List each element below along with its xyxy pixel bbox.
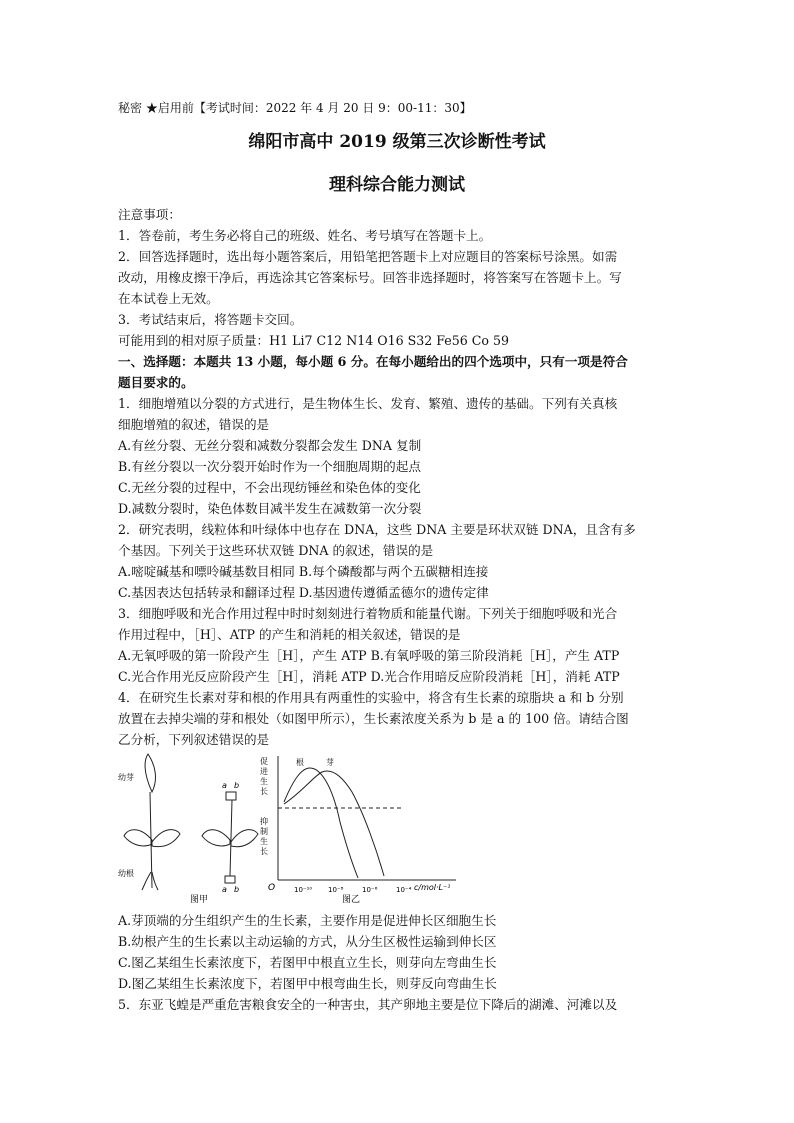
bud-label: 幼芽: [118, 773, 134, 782]
q3-stem: 3．细胞呼吸和光合作用过程中时时刻刻进行着物质和能量代谢。下列关于细胞呼吸和光合: [118, 606, 618, 621]
y-top-3: 生: [260, 777, 268, 786]
block-b-top: b: [234, 781, 240, 790]
x-tick-4: 10⁻⁴: [396, 886, 412, 894]
exam-header: 秘密 ★启用前【考试时间：2022 年 4 月 20 日 9：00-11：30】: [118, 101, 472, 115]
note-item: 改动，用橡皮擦干净后，再选涂其它答案标号。回答非选择题时，将答案写在答题卡上。写: [118, 270, 622, 285]
x-tick-3: 10⁻⁶: [362, 886, 378, 894]
q4-figure: [118, 752, 676, 908]
origin-label: O: [268, 883, 276, 893]
q4-option-c: C.图乙某组生长素浓度下，若图甲中根直立生长，则芽向左弯曲生长: [118, 955, 497, 970]
exam-body: [118, 204, 676, 1015]
figure-jia-label: 图甲: [190, 895, 209, 905]
figure-yi-label: 图乙: [342, 895, 361, 905]
note-item: 2．回答选择题时，选出每小题答案后，用铅笔把答题卡上对应题目的答案标号涂黑。如需: [118, 249, 618, 264]
block-a-bottom: a: [222, 885, 227, 894]
x-tick-2: 10⁻⁸: [328, 886, 344, 894]
atomic-masses: 可能用到的相对原子质量：H1 Li7 C12 N14 O16 S32 Fe56 Co 59: [118, 333, 510, 348]
q2-stem: 个基因。下列关于这些环状双链 DNA 的叙述，错误的是: [118, 543, 434, 558]
exam-subtitle: 理科综合能力测试: [329, 175, 465, 195]
bud-curve: [284, 771, 384, 876]
q4-option-a: A.芽顶端的分生组织产生的生长素，主要作用是促进伸长区细胞生长: [118, 913, 497, 928]
q1-option-d: D.减数分裂时，染色体数目减半发生在减数第一次分裂: [118, 501, 422, 516]
q1-option-c: C.无丝分裂的过程中，不会出现纺锤丝和染色体的变化: [118, 480, 421, 495]
q5-stem: 5．东亚飞蝗是严重危害粮食安全的一种害虫，其产卵地主要是位下降后的湖滩、河滩以及: [118, 997, 618, 1012]
q3-options-ab: A.无氧呼吸的第一阶段产生［H］，产生 ATP B.有氧呼吸的第三阶段消耗［H］，产生 ATP: [118, 648, 620, 663]
y-top-4: 长: [260, 787, 268, 796]
note-item: 1．答卷前，考生务必将自己的班级、姓名、考号填写在答题卡上。: [118, 228, 492, 243]
q3-options-cd: C.光合作用光反应阶段产生［H］，消耗 ATP D.光合作用暗反应阶段消耗［H］，消耗 ATP: [118, 669, 620, 684]
block-a-top: a: [222, 781, 227, 790]
q4-option-b: B.幼根产生的生长素以主动运输的方式，从分生区极性运输到伸长区: [118, 934, 497, 949]
q4-option-d: D.图乙某组生长素浓度下，若图甲中根弯曲生长，则芽反向弯曲生长: [118, 976, 497, 991]
y-bottom-2: 制: [260, 827, 268, 836]
root-label: 幼根: [118, 869, 134, 878]
x-unit-label: c/mol·L⁻¹: [414, 883, 451, 892]
q2-options-cd: C.基因表达包括转录和翻译过程 D.基因遗传遵循孟德尔的遗传定律: [118, 585, 489, 600]
y-bottom-3: 生: [260, 837, 268, 846]
q1-option-b: B.有丝分裂以一次分裂开始时作为一个细胞周期的起点: [118, 459, 421, 474]
x-tick-1: 10⁻¹⁰: [294, 886, 313, 894]
exam-title: 绵阳市高中 2019 级第三次诊断性考试: [248, 132, 546, 152]
q4-stem: 乙分析，下列叙述错误的是: [118, 732, 270, 747]
q1-stem: 细胞增殖的叙述，错误的是: [118, 417, 270, 432]
y-bottom-1: 抑: [260, 817, 268, 826]
note-item: 3．考试结束后，将答题卡交回。: [118, 312, 303, 327]
q3-stem: 作用过程中，［H］、ATP 的产生和消耗的相关叙述，错误的是: [118, 627, 461, 642]
bud-curve-label: 芽: [326, 758, 334, 767]
y-top-1: 促: [260, 757, 268, 766]
figure-svg: [118, 752, 676, 908]
q4-stem: 4．在研究生长素对芽和根的作用具有两重性的实验中，将含有生长素的琼脂块 a 和 b 分别: [118, 690, 624, 705]
q2-stem: 2．研究表明，线粒体和叶绿体中也存在 DNA，这些 DNA 主要是环状双链 DNA，且含有多: [118, 522, 636, 537]
graph-axes: [278, 756, 456, 880]
note-item: 在本试卷上无效。: [118, 291, 219, 306]
plant-right-illustration: [202, 792, 258, 883]
section-heading-cont: 题目要求的。: [118, 375, 194, 390]
q1-option-a: A.有丝分裂、无丝分裂和减数分裂都会发生 DNA 复制: [118, 438, 422, 453]
root-curve-label: 根: [296, 758, 304, 767]
y-bottom-4: 长: [260, 847, 268, 856]
block-b-bottom: b: [234, 885, 240, 894]
section-heading: 一、选择题：本题共 13 小题，每小题 6 分。在每小题给出的四个选项中，只有一项是符合: [118, 354, 628, 369]
q4-stem: 放置在去掉尖端的芽和根处（如图甲所示），生长素浓度关系为 b 是 a 的 100 倍。请结合图: [118, 711, 629, 726]
q2-options-ab: A.嘧啶碱基和嘌呤碱基数目相同 B.每个磷酸都与两个五碳糖相连接: [118, 564, 489, 579]
q1-stem: 1．细胞增殖以分裂的方式进行，是生物体生长、发育、繁殖、遗传的基础。下列有关真核: [118, 396, 618, 411]
y-top-2: 进: [260, 767, 268, 776]
notes-heading: 注意事项：: [118, 207, 181, 222]
